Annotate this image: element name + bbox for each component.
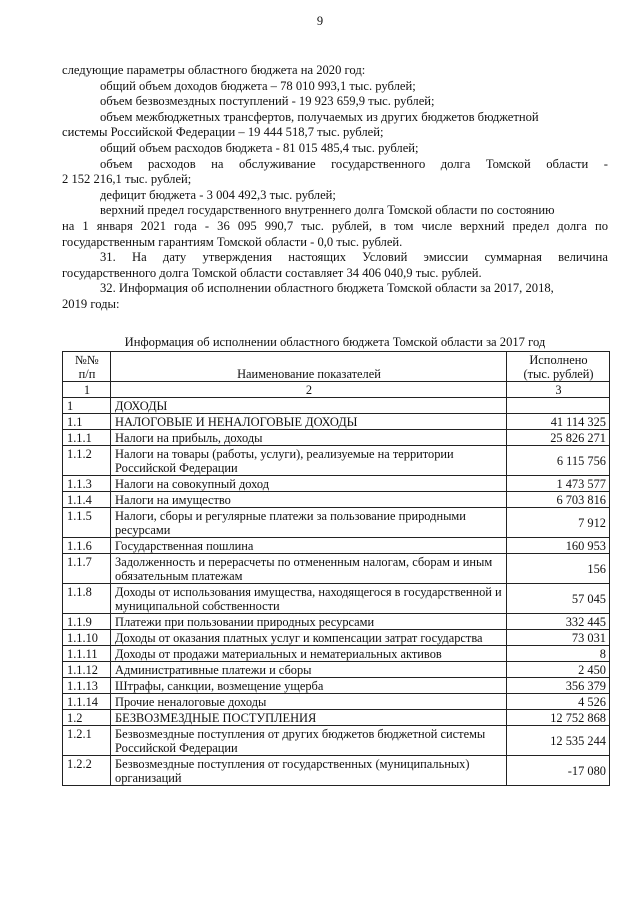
- row-name: Безвозмездные поступления от других бюджетов бюджетной системы Российской Федерации: [111, 726, 507, 756]
- paragraph-line: 2 152 216,1 тыс. рублей;: [62, 172, 192, 187]
- row-value: [507, 398, 610, 414]
- row-number: 1.1.2: [63, 446, 111, 476]
- colnum-2: 2: [111, 382, 507, 398]
- paragraph-line: следующие параметры областного бюджета на 2020 год:: [62, 63, 366, 77]
- paragraph-line: государственного долга Томской области составляет 34 406 040,9 тыс. рублей.: [62, 265, 482, 280]
- paragraph-line: объем расходов на обслуживание государственного долга Томской области -: [100, 156, 608, 171]
- paragraph-line: объем межбюджетных трансфертов, получаемых из других бюджетов бюджетной: [100, 109, 539, 124]
- paragraph-line: 31. На дату утверждения настоящих Условий эмиссии суммарная величина: [100, 250, 608, 265]
- row-value: 73 031: [507, 630, 610, 646]
- row-number: 1.1.12: [63, 662, 111, 678]
- paragraph-line: 2019 годы:: [62, 296, 120, 311]
- row-name: Доходы от использования имущества, находящегося в государственной и муниципальной собственности: [111, 584, 507, 614]
- page-number: 9: [316, 14, 324, 28]
- header-name: Наименование показателей: [111, 352, 507, 382]
- row-number: 1.2.1: [63, 726, 111, 756]
- row-number: 1.1.4: [63, 492, 111, 508]
- paragraph-line: дефицит бюджета - 3 004 492,3 тыс. рублей;: [100, 187, 336, 202]
- paragraph-line: системы Российской Федерации – 19 444 518,7 тыс. рублей;: [62, 125, 384, 140]
- table-row: [63, 584, 610, 614]
- table-row: [63, 430, 610, 446]
- row-name: Доходы от оказания платных услуг и компенсации затрат государства: [111, 630, 507, 646]
- table-row: [63, 694, 610, 710]
- header-num-line1: №№: [75, 353, 99, 367]
- row-value: 12 752 868: [507, 710, 610, 726]
- row-number: 1.1.10: [63, 630, 111, 646]
- paragraph-line: общий объем расходов бюджета - 81 015 485,4 тыс. рублей;: [100, 140, 419, 155]
- table-row: [63, 538, 610, 554]
- table-row: [63, 446, 610, 476]
- row-value: 332 445: [507, 614, 610, 630]
- row-name: ДОХОДЫ: [111, 398, 507, 414]
- row-number: 1.1.7: [63, 554, 111, 584]
- table-row: [63, 614, 610, 630]
- table-row: [63, 508, 610, 538]
- header-num: [63, 352, 111, 382]
- row-name: БЕЗВОЗМЕЗДНЫЕ ПОСТУПЛЕНИЯ: [111, 710, 507, 726]
- row-number: 1.1: [63, 414, 111, 430]
- row-name: Административные платежи и сборы: [111, 662, 507, 678]
- row-name: Доходы от продажи материальных и нематериальных активов: [111, 646, 507, 662]
- table-row: [63, 414, 610, 430]
- paragraph-line: объем безвозмездных поступлений - 19 923 659,9 тыс. рублей;: [100, 94, 435, 109]
- row-value: 12 535 244: [507, 726, 610, 756]
- row-name: Безвозмездные поступления от государственных (муниципальных) организаций: [111, 756, 507, 786]
- paragraph-line: на 1 января 2021 года - 36 095 990,7 тыс. рублей, в том числе верхний предел долга по: [62, 218, 608, 233]
- row-name: Налоги на товары (работы, услуги), реализуемые на территории Российской Федерации: [111, 446, 507, 476]
- row-value: 356 379: [507, 678, 610, 694]
- colnum-3: 3: [507, 382, 610, 398]
- table-row: [63, 398, 610, 414]
- budget-table: [62, 351, 610, 786]
- paragraph-line: общий объем доходов бюджета – 78 010 993,1 тыс. рублей;: [100, 78, 416, 93]
- row-number: 1: [63, 398, 111, 414]
- row-name: Налоги на имущество: [111, 492, 507, 508]
- row-number: 1.1.1: [63, 430, 111, 446]
- row-number: 1.1.13: [63, 678, 111, 694]
- row-value: 6 703 816: [507, 492, 610, 508]
- body-text: [62, 63, 608, 313]
- row-value: 8: [507, 646, 610, 662]
- row-value: 6 115 756: [507, 446, 610, 476]
- paragraph-line: верхний предел государственного внутреннего долга Томской области по состоянию: [100, 203, 555, 218]
- row-name: Платежи при пользовании природных ресурсами: [111, 614, 507, 630]
- table-row: [63, 492, 610, 508]
- row-value: 1 473 577: [507, 476, 610, 492]
- table-colnum-row: [63, 382, 610, 398]
- table-row: [63, 646, 610, 662]
- table-row: [63, 726, 610, 756]
- row-name: НАЛОГОВЫЕ И НЕНАЛОГОВЫЕ ДОХОДЫ: [111, 414, 507, 430]
- table-row: [63, 554, 610, 584]
- row-number: 1.2: [63, 710, 111, 726]
- row-number: 1.2.2: [63, 756, 111, 786]
- table-row: [63, 476, 610, 492]
- row-number: 1.1.6: [63, 538, 111, 554]
- row-value: 4 526: [507, 694, 610, 710]
- table-body: [63, 398, 610, 786]
- row-value: 57 045: [507, 584, 610, 614]
- row-number: 1.1.11: [63, 646, 111, 662]
- header-value-line2: (тыс. рублей): [523, 367, 594, 381]
- row-name: Прочие неналоговые доходы: [111, 694, 507, 710]
- row-value: -17 080: [507, 756, 610, 786]
- table-row: [63, 662, 610, 678]
- row-value: 25 826 271: [507, 430, 610, 446]
- table-row: [63, 630, 610, 646]
- row-name: Штрафы, санкции, возмещение ущерба: [111, 678, 507, 694]
- paragraph-line: государственным гарантиям Томской области - 0,0 тыс. рублей.: [62, 234, 403, 249]
- row-value: 41 114 325: [507, 414, 610, 430]
- row-value: 156: [507, 554, 610, 584]
- row-number: 1.1.9: [63, 614, 111, 630]
- header-value: [507, 352, 610, 382]
- row-number: 1.1.5: [63, 508, 111, 538]
- row-value: 7 912: [507, 508, 610, 538]
- paragraph-line: 32. Информация об исполнении областного бюджета Томской области за 2017, 2018,: [100, 281, 554, 296]
- table-row: [63, 756, 610, 786]
- table-caption: Информация об исполнении областного бюджета Томской области за 2017 год: [124, 335, 546, 349]
- row-number: 1.1.3: [63, 476, 111, 492]
- row-name: Задолженность и перерасчеты по отмененным налогам, сборам и иным обязательным платежам: [111, 554, 507, 584]
- row-value: 160 953: [507, 538, 610, 554]
- table-row: [63, 710, 610, 726]
- row-name: Государственная пошлина: [111, 538, 507, 554]
- row-value: 2 450: [507, 662, 610, 678]
- table-header-row: [63, 352, 610, 382]
- row-number: 1.1.8: [63, 584, 111, 614]
- row-name: Налоги на прибыль, доходы: [111, 430, 507, 446]
- row-name: Налоги, сборы и регулярные платежи за пользование природными ресурсами: [111, 508, 507, 538]
- colnum-1: 1: [63, 382, 111, 398]
- row-number: 1.1.14: [63, 694, 111, 710]
- header-num-line2: п/п: [78, 367, 96, 381]
- row-name: Налоги на совокупный доход: [111, 476, 507, 492]
- table-row: [63, 678, 610, 694]
- header-value-line1: Исполнено: [529, 353, 588, 367]
